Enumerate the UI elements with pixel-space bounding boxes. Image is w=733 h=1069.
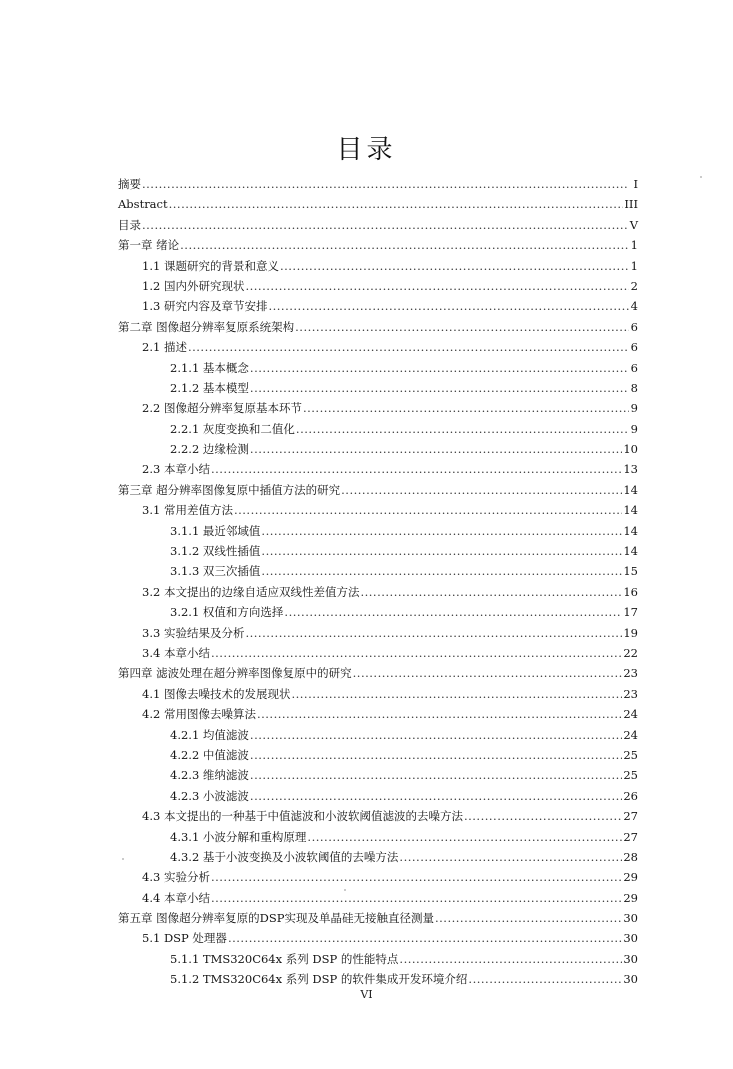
scan-speck: [344, 889, 346, 891]
dot-leader: [280, 256, 629, 276]
scan-speck: [700, 176, 702, 178]
toc-entry[interactable]: [118, 521, 638, 541]
toc-entry-page-number: 2: [630, 278, 638, 293]
toc-entry-title: 1.2 国内外研究现状: [142, 278, 245, 293]
toc-entry[interactable]: [118, 704, 638, 724]
dot-leader: [307, 827, 622, 847]
toc-entry-page-number: 14: [623, 503, 638, 518]
toc-entry-page-number: 23: [623, 686, 638, 701]
dot-leader: [250, 765, 622, 785]
toc-entry-title: 4.3 本文提出的一种基于中值滤波和小波软阈值滤波的去噪方法: [142, 809, 463, 824]
toc-entry[interactable]: [118, 908, 638, 928]
toc-entry[interactable]: [118, 215, 638, 235]
toc-entry-page-number: 10: [623, 442, 638, 457]
dot-leader: [257, 704, 622, 724]
toc-entry-title: 2.1 描述: [142, 340, 187, 355]
toc-entry-title: 3.1.3 双三次插值: [170, 564, 261, 579]
dot-leader: [250, 378, 629, 398]
toc-entry[interactable]: [118, 969, 638, 989]
toc-entry-title: 3.1.2 双线性插值: [170, 544, 261, 559]
toc-entry[interactable]: [118, 643, 638, 663]
toc-entry-title: 目录: [118, 217, 141, 232]
toc-entry-title: 3.2.1 权值和方向选择: [170, 605, 284, 620]
toc-entry-title: 4.2.3 维纳滤波: [170, 768, 249, 783]
toc-entry-title: 2.1.2 基本模型: [170, 380, 249, 395]
toc-entry-title: 4.2 常用图像去噪算法: [142, 707, 256, 722]
toc-entry-title: 第三章 超分辨率图像复原中插值方法的研究: [118, 482, 341, 497]
toc-entry[interactable]: [118, 847, 638, 867]
dot-leader: [250, 725, 622, 745]
dot-leader: [399, 949, 622, 969]
toc-entry-page-number: 27: [623, 809, 638, 824]
toc-entry-page-number: 30: [623, 911, 638, 926]
dot-leader: [261, 521, 622, 541]
dot-leader: [284, 602, 622, 622]
dot-leader: [291, 684, 622, 704]
toc-entry[interactable]: [118, 806, 638, 826]
toc-entry-page-number: 8: [630, 380, 638, 395]
dot-leader: [245, 276, 629, 296]
toc-entry-title: 4.1 图像去噪技术的发展现状: [142, 686, 291, 701]
toc-entry-title: 3.3 实验结果及分析: [142, 625, 245, 640]
toc-entry-title: 3.1 常用差值方法: [142, 503, 233, 518]
toc-entry-page-number: 29: [623, 870, 638, 885]
dot-leader: [228, 928, 622, 948]
toc-entry[interactable]: [118, 439, 638, 459]
toc-entry[interactable]: [118, 867, 638, 887]
toc-entry-title: 2.3 本章小结: [142, 462, 210, 477]
toc-entry-title: 2.2 图像超分辨率复原基本环节: [142, 401, 302, 416]
toc-entry-title: 5.1.2 TMS320C64x 系列 DSP 的软件集成开发环境介绍: [170, 972, 468, 987]
dot-leader: [211, 867, 622, 887]
toc-entry-page-number: 24: [623, 727, 638, 742]
dot-leader: [353, 663, 623, 683]
toc-entry[interactable]: [118, 684, 638, 704]
toc-entry-page-number: 9: [630, 401, 638, 416]
toc-entry-title: 4.2.1 均值滤波: [170, 727, 249, 742]
dot-leader: [303, 398, 629, 418]
toc-entry[interactable]: [118, 745, 638, 765]
toc-entry-page-number: 22: [623, 645, 638, 660]
toc-entry[interactable]: [118, 928, 638, 948]
dot-leader: [142, 215, 629, 235]
toc-entry[interactable]: [118, 276, 638, 296]
toc-entry-page-number: 23: [623, 666, 638, 681]
toc-entry-page-number: 26: [623, 788, 638, 803]
toc-entry[interactable]: [118, 358, 638, 378]
toc-entry-page-number: 29: [623, 890, 638, 905]
toc-entry-page-number: 14: [623, 523, 638, 538]
toc-entry-page-number: 24: [623, 707, 638, 722]
dot-leader: [211, 643, 622, 663]
dot-leader: [295, 317, 629, 337]
table-of-contents: [118, 174, 638, 990]
toc-entry-page-number: 19: [623, 625, 638, 640]
toc-entry[interactable]: [118, 725, 638, 745]
toc-entry[interactable]: [118, 541, 638, 561]
toc-entry[interactable]: [118, 459, 638, 479]
dot-leader: [169, 194, 624, 214]
toc-entry[interactable]: [118, 827, 638, 847]
toc-entry-page-number: 6: [630, 319, 638, 334]
toc-entry-page-number: 4: [630, 299, 638, 314]
toc-entry-page-number: V: [629, 217, 638, 232]
toc-entry-title: 5.1 DSP 处理器: [142, 931, 227, 946]
dot-leader: [341, 480, 622, 500]
toc-entry-title: 5.1.1 TMS320C64x 系列 DSP 的性能特点: [170, 951, 399, 966]
toc-entry-page-number: 6: [630, 340, 638, 355]
dot-leader: [211, 459, 622, 479]
toc-entry[interactable]: [118, 888, 638, 908]
dot-leader: [250, 358, 629, 378]
dot-leader: [234, 500, 622, 520]
toc-entry[interactable]: [118, 337, 638, 357]
toc-entry-title: 4.2.2 中值滤波: [170, 747, 249, 762]
toc-entry-page-number: 1: [630, 238, 638, 253]
dot-leader: [399, 847, 622, 867]
toc-entry[interactable]: [118, 256, 638, 276]
dot-leader: [464, 806, 622, 826]
toc-entry-page-number: III: [624, 197, 638, 212]
toc-entry[interactable]: [118, 561, 638, 581]
toc-entry-page-number: 14: [623, 544, 638, 559]
toc-entry-page-number: 1: [630, 258, 638, 273]
toc-entry-title: 1.3 研究内容及章节安排: [142, 299, 268, 314]
toc-entry-page-number: 15: [623, 564, 638, 579]
dot-leader: [468, 969, 622, 989]
dot-leader: [360, 582, 622, 602]
toc-entry-page-number: 14: [623, 482, 638, 497]
dot-leader: [296, 419, 629, 439]
toc-entry-title: 2.2.1 灰度变换和二值化: [170, 421, 295, 436]
page-title: 目录: [336, 135, 397, 166]
toc-entry-title: 2.1.1 基本概念: [170, 360, 249, 375]
toc-entry-page-number: 30: [623, 972, 638, 987]
toc-entry[interactable]: [118, 602, 638, 622]
toc-entry[interactable]: [118, 317, 638, 337]
toc-entry-page-number: 25: [623, 768, 638, 783]
toc-entry-title: 3.1.1 最近邻域值: [170, 523, 261, 538]
dot-leader: [250, 439, 622, 459]
toc-entry-page-number: 28: [623, 849, 638, 864]
toc-entry-page-number: 30: [623, 951, 638, 966]
scan-speck: [122, 858, 124, 860]
toc-entry[interactable]: [118, 500, 638, 520]
toc-entry-title: 4.3.1 小波分解和重构原理: [170, 829, 307, 844]
toc-entry-title: 1.1 课题研究的背景和意义: [142, 258, 279, 273]
dot-leader: [268, 296, 629, 316]
dot-leader: [245, 623, 622, 643]
toc-entry[interactable]: [118, 398, 638, 418]
toc-entry-title: 3.4 本章小结: [142, 645, 210, 660]
toc-entry-title: 第二章 图像超分辨率复原系统架构: [118, 319, 295, 334]
toc-entry-title: 4.3 实验分析: [142, 870, 210, 885]
toc-entry-page-number: 30: [623, 931, 638, 946]
toc-entry-title: 第四章 滤波处理在超分辨率图像复原中的研究: [118, 666, 352, 681]
toc-entry[interactable]: [118, 174, 638, 194]
dot-leader: [142, 174, 629, 194]
toc-entry-page-number: 27: [623, 829, 638, 844]
toc-entry-page-number: 16: [623, 584, 638, 599]
dot-leader: [250, 786, 622, 806]
dot-leader: [435, 908, 622, 928]
toc-entry-title: 4.4 本章小结: [142, 890, 210, 905]
toc-entry-title: 3.2 本文提出的边缘自适应双线性差值方法: [142, 584, 360, 599]
page-number-footer: VI: [360, 988, 373, 1001]
dot-leader: [211, 888, 622, 908]
toc-entry[interactable]: [118, 378, 638, 398]
dot-leader: [261, 541, 622, 561]
toc-entry[interactable]: [118, 786, 638, 806]
toc-entry[interactable]: [118, 623, 638, 643]
toc-entry-title: 第一章 绪论: [118, 238, 180, 253]
toc-entry-title: 4.2.3 小波滤波: [170, 788, 249, 803]
toc-entry[interactable]: [118, 296, 638, 316]
toc-entry-page-number: I: [633, 177, 638, 191]
dot-leader: [261, 561, 622, 581]
toc-entry-title: 2.2.2 边缘检测: [170, 442, 249, 457]
toc-entry-page-number: 13: [623, 462, 638, 477]
toc-entry-title: 第五章 图像超分辨率复原的DSP实现及单晶硅无接触直径测量: [118, 911, 434, 926]
toc-entry[interactable]: [118, 235, 638, 255]
toc-entry-page-number: 17: [623, 605, 638, 620]
dot-leader: [188, 337, 629, 357]
dot-leader: [250, 745, 622, 765]
toc-entry-page-number: 9: [630, 421, 638, 436]
toc-entry-title: Abstract: [118, 197, 168, 212]
toc-entry-title: 摘要: [118, 177, 141, 191]
toc-entry-title: 4.3.2 基于小波变换及小波软阈值的去噪方法: [170, 849, 399, 864]
toc-entry[interactable]: [118, 480, 638, 500]
toc-entry-page-number: 25: [623, 747, 638, 762]
toc-entry[interactable]: [118, 582, 638, 602]
toc-entry-page-number: 6: [630, 360, 638, 375]
toc-entry[interactable]: [118, 663, 638, 683]
toc-entry[interactable]: [118, 419, 638, 439]
toc-entry[interactable]: [118, 194, 638, 214]
toc-entry[interactable]: [118, 949, 638, 969]
dot-leader: [180, 235, 629, 255]
toc-entry[interactable]: [118, 765, 638, 785]
